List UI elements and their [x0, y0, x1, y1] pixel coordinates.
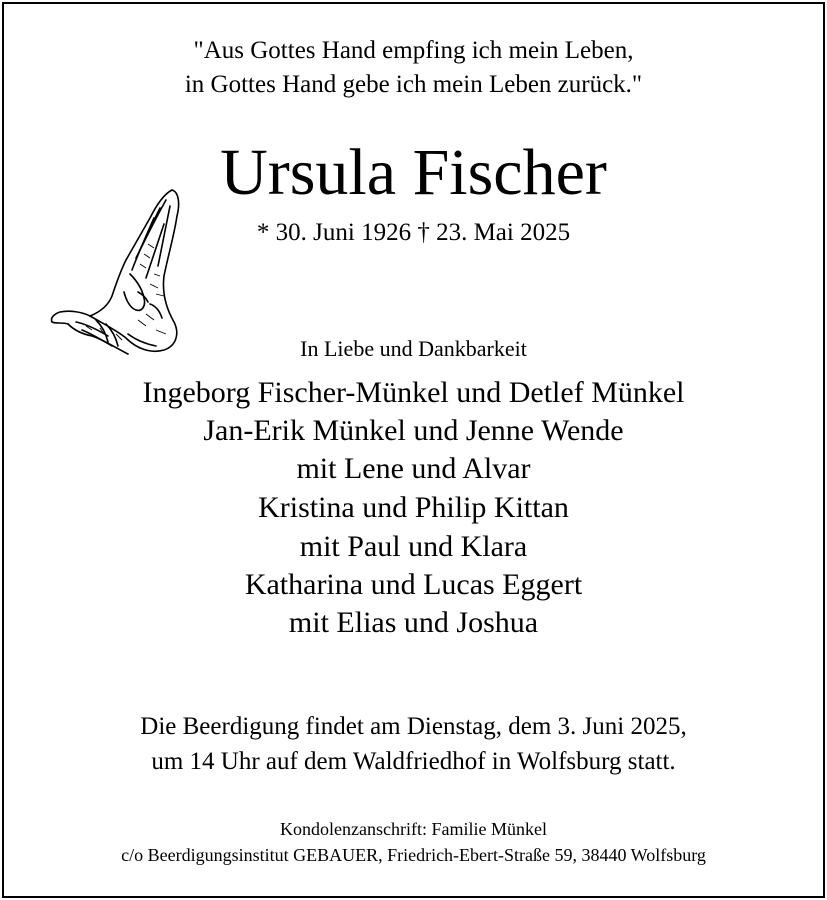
mourner-line-7: mit Elias und Joshua — [288, 606, 539, 639]
mourner-line-3: mit Lene und Alvar — [296, 452, 531, 485]
mourner-line-4: Kristina und Philip Kittan — [258, 491, 569, 524]
condolence-line-2: c/o Beerdigungsinstitut GEBAUER, Friedrich-Ebert-Straße 59, 38440 Wolfsburg — [121, 845, 706, 865]
quote-line-2: in Gottes Hand gebe ich mein Leben zurück." — [184, 71, 643, 98]
mourner-line-2: Jan-Erik Münkel und Jenne Wende — [203, 414, 624, 447]
deceased-name: Ursula Fischer — [220, 136, 607, 209]
mourners-intro: In Liebe und Dankbarkeit — [300, 336, 527, 361]
obituary-notice — [2, 2, 825, 898]
mourner-line-5: mit Paul und Klara — [299, 530, 528, 563]
life-dates: * 30. Juni 1926 † 23. Mai 2025 — [256, 219, 571, 246]
funeral-line-1: Die Beerdigung findet am Dienstag, dem 3. Juni 2025, — [140, 713, 687, 740]
condolence-line-1: Kondolenzanschrift: Familie Münkel — [280, 819, 547, 839]
mourner-line-6: Katharina und Lucas Eggert — [244, 568, 583, 601]
funeral-line-2: um 14 Uhr auf dem Waldfriedhof in Wolfsburg statt. — [151, 748, 676, 775]
mourner-line-1: Ingeborg Fischer-Münkel und Detlef Münkel — [142, 376, 685, 409]
praying-hands-icon — [46, 184, 194, 362]
quote-line-1: "Aus Gottes Hand empfing ich mein Leben, — [193, 37, 634, 64]
